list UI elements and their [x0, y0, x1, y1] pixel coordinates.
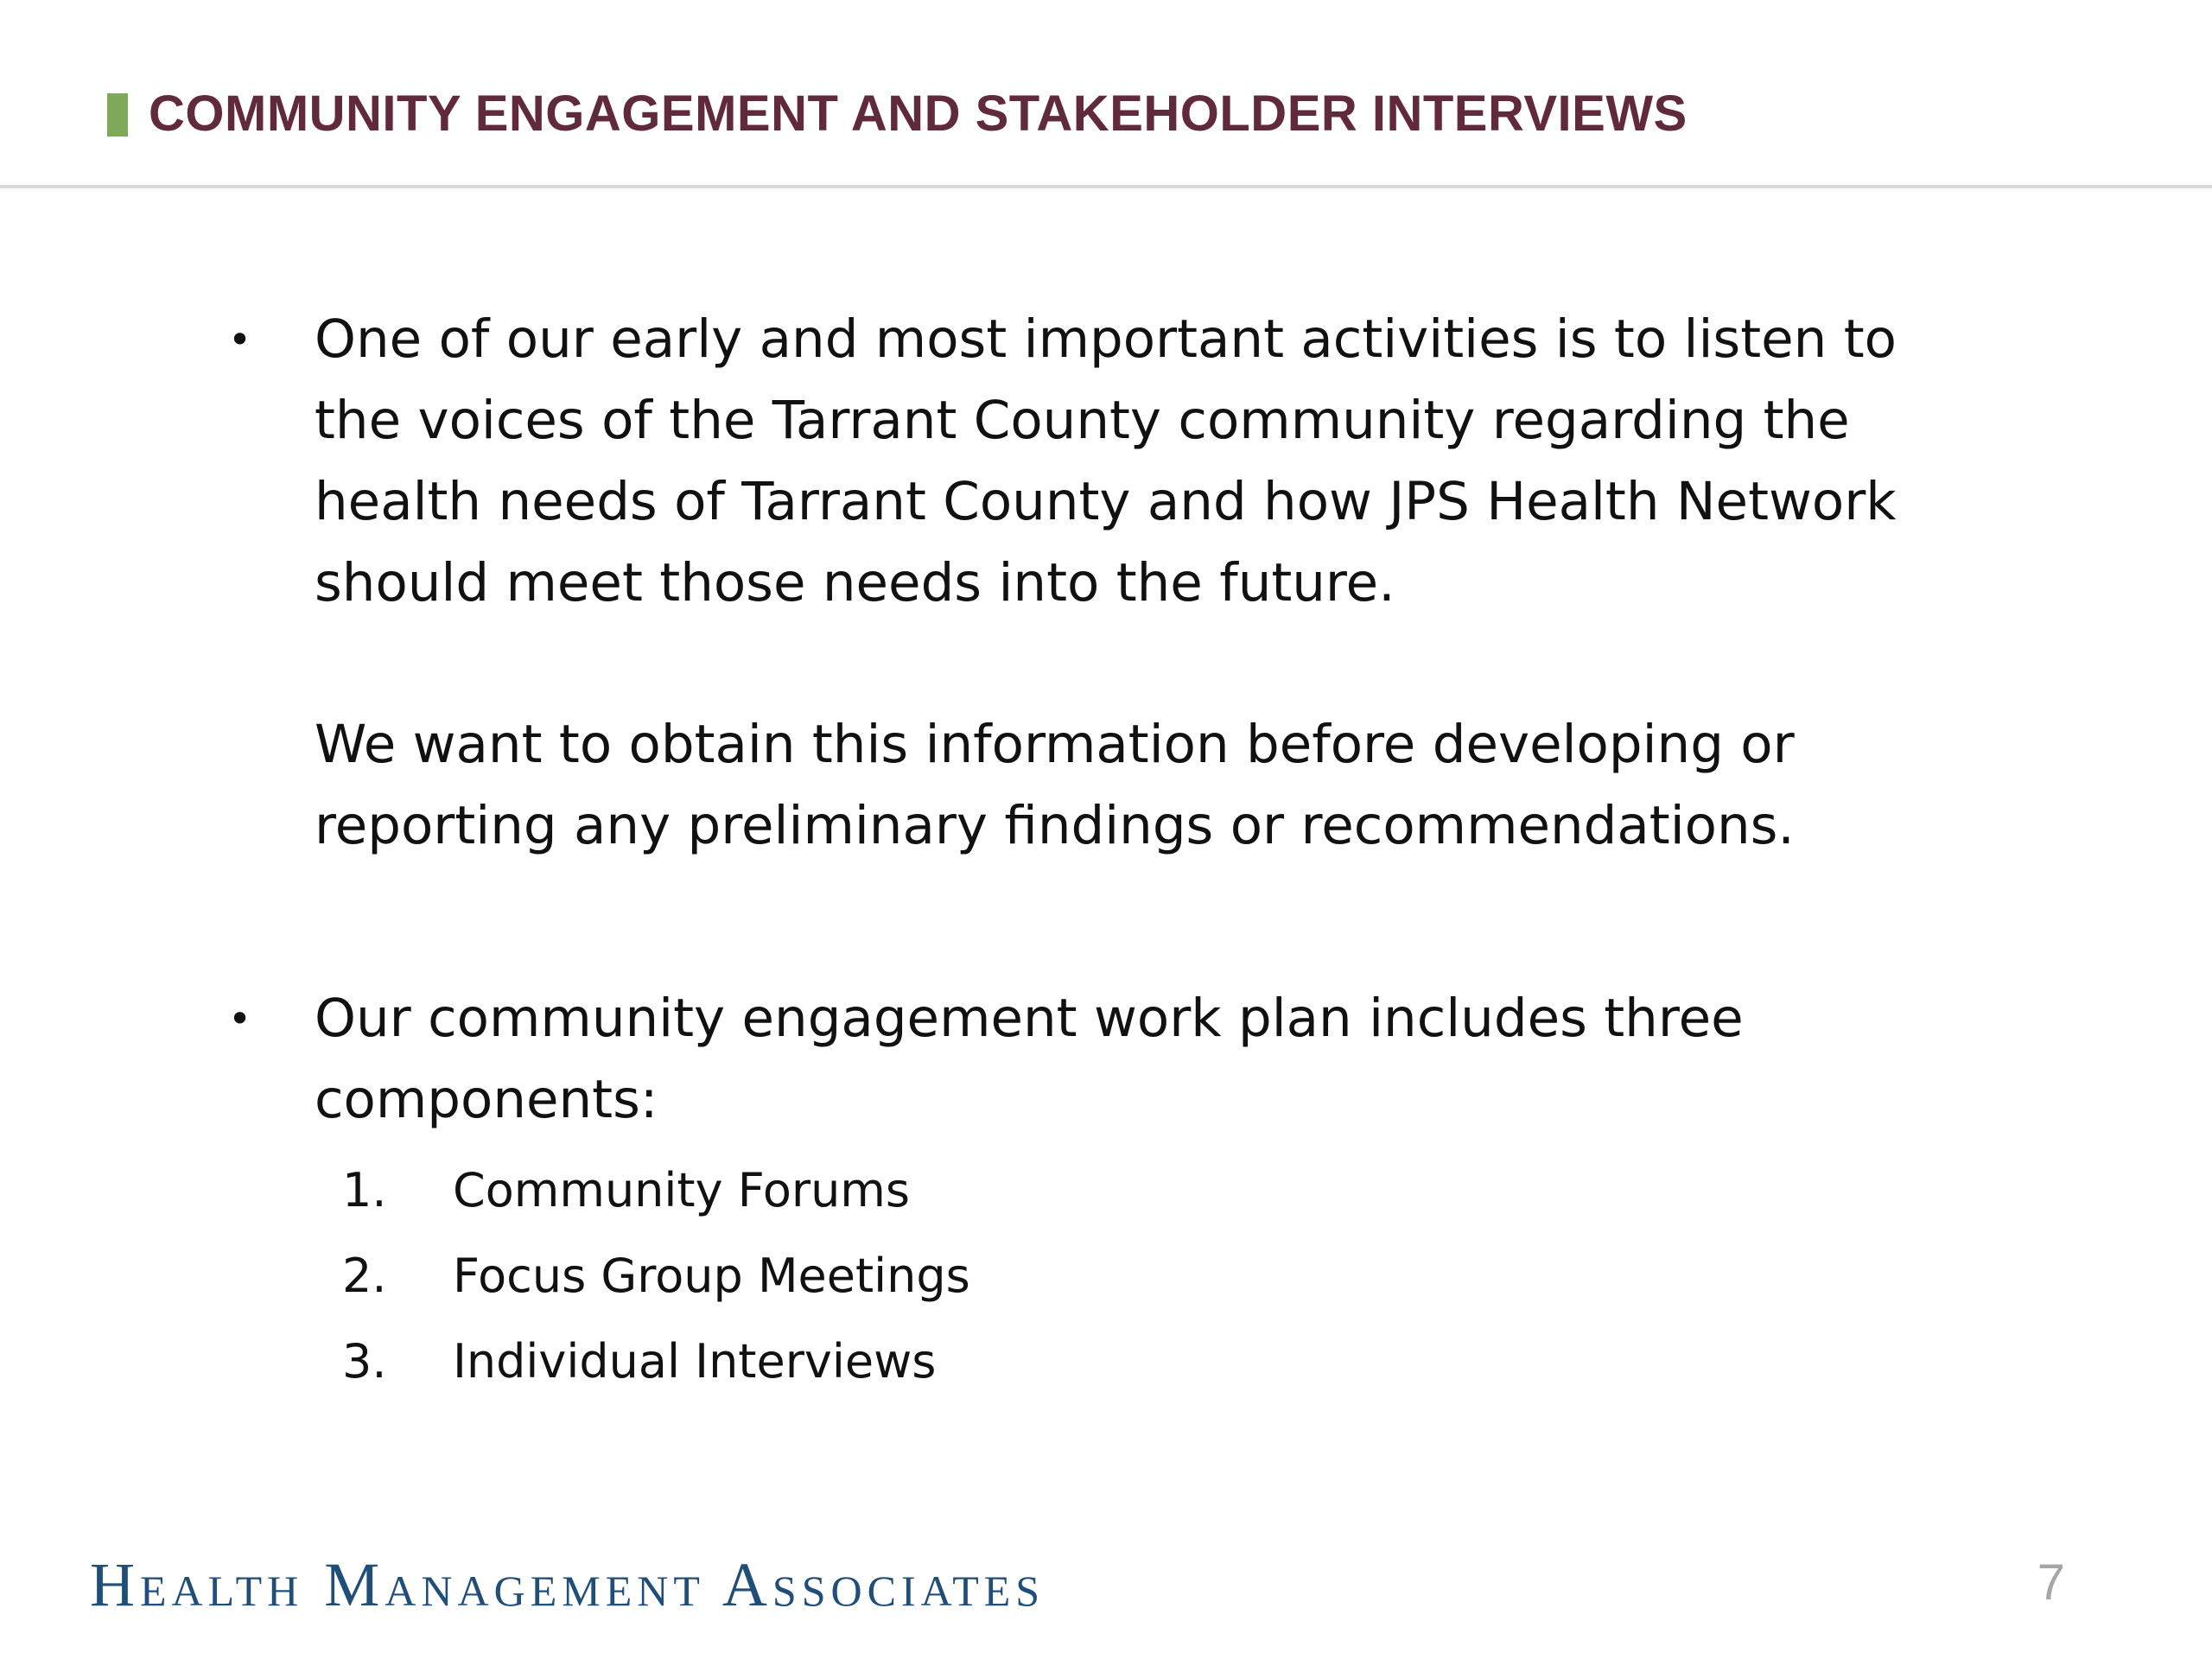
list-item-label: Focus Group Meetings: [453, 1249, 970, 1303]
list-item: [342, 1319, 970, 1404]
company-logo: Health Management Associates: [90, 1550, 1046, 1619]
page-number: 7: [2037, 1554, 2065, 1611]
bullet-1-text: One of our early and most important activities is to listen to the voices of the Tarrant County community regarding the health needs of Tarrant County and how JPS Health Network should meet those needs into the future.: [315, 308, 1897, 613]
list-item-number: 3.: [342, 1334, 387, 1389]
list-item: [342, 1147, 970, 1233]
list-item-number: 1.: [342, 1163, 387, 1217]
bullet-2-text: Our community engagement work plan includes three components:: [315, 988, 1744, 1130]
list-item-number: 2.: [342, 1249, 387, 1303]
list-item-label: Individual Interviews: [453, 1334, 937, 1389]
bullet-1-continuation: We want to obtain this information before developing or reporting any preliminary findings or recommendations.: [315, 714, 1795, 856]
slide-title: COMMUNITY ENGAGEMENT AND STAKEHOLDER INTERVIEWS: [149, 86, 1688, 142]
bullet-marker: •: [228, 316, 252, 363]
bullet-marker: •: [228, 995, 252, 1042]
list-item: [342, 1233, 970, 1319]
components-list: [342, 1147, 970, 1404]
list-item-label: Community Forums: [453, 1163, 911, 1217]
